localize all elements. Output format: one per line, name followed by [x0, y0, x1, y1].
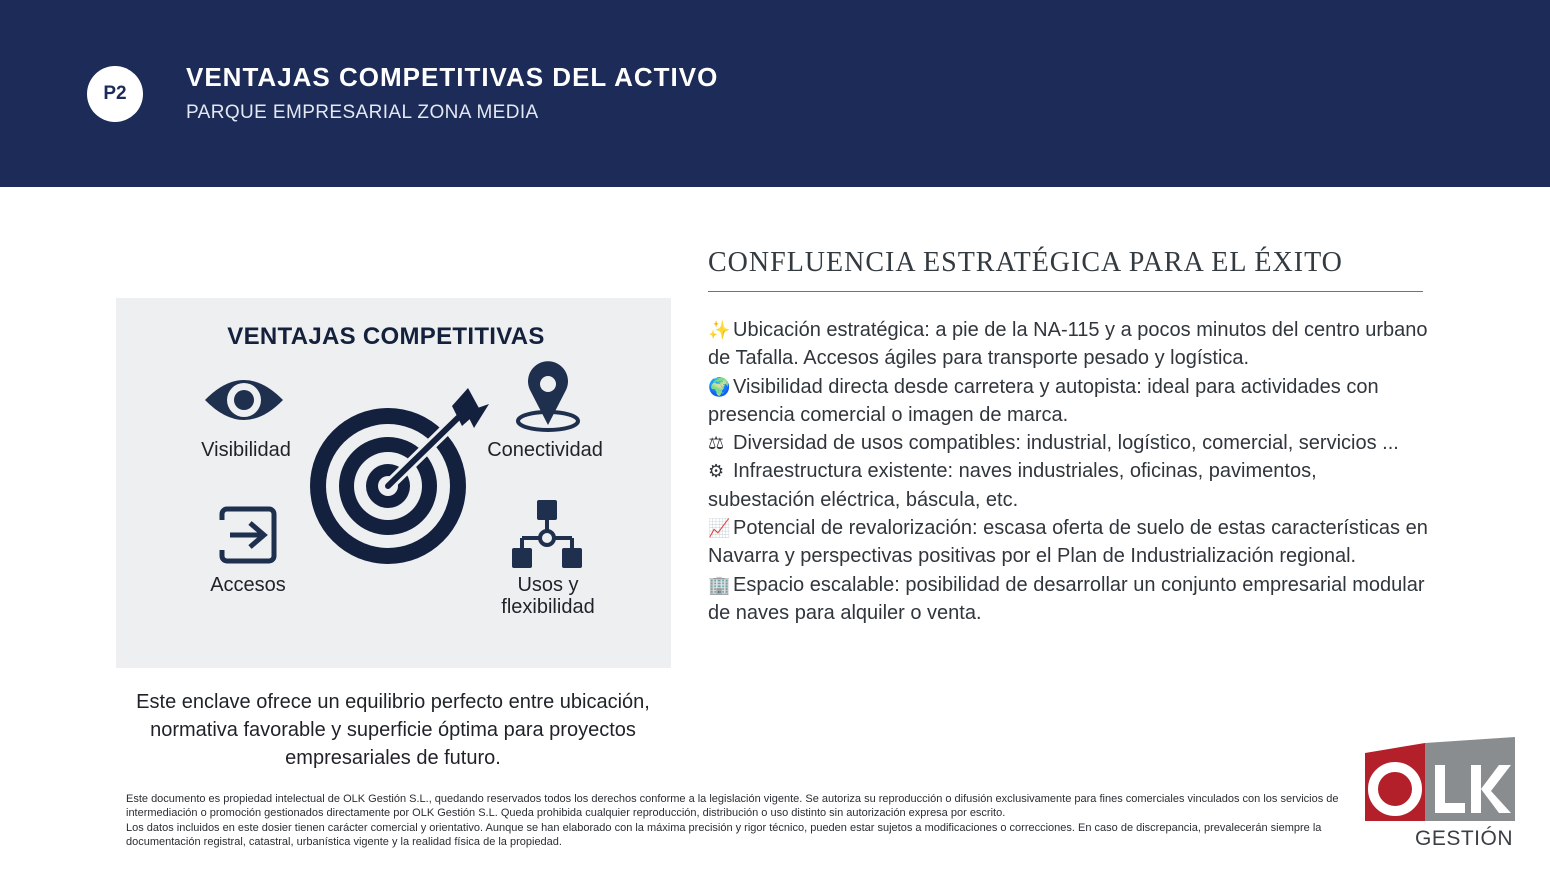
- title-divider: [708, 291, 1423, 292]
- disclaimer-paragraph: Este documento es propiedad intelectual de OLK Gestión S.L., quedando reservados todos los derechos conforme a la legislación vigente. Se autoriza su reproducción o difusión exclusivamente para fines comerciales vinculados con los servicios de intermediación o promoción gestionados directamente por OLK Gestión S.L. Queda prohibida cualquier reproducción, distribución o uso distinto sin autorización expresa por escrito.: [126, 793, 1339, 820]
- page-title: VENTAJAS COMPETITIVAS DEL ACTIVO: [186, 62, 719, 92]
- list-item-text: Potencial de revalorización: escasa oferta de suelo de estas características en Navarra y perspectivas positivas por el Plan de Industrialización regional.: [708, 517, 1428, 568]
- list-item-text: Diversidad de usos compatibles: industrial, logístico, comercial, servicios ...: [733, 432, 1399, 455]
- infographic-caption: Este enclave ofrece un equilibrio perfecto entre ubicación, normativa favorable y superficie óptima para proyectos empresariales de futuro.: [136, 691, 650, 769]
- advantages-infographic: [116, 298, 671, 668]
- label-accesos: Accesos: [210, 574, 286, 596]
- office-building-icon: 🏢: [708, 574, 731, 595]
- label-visibilidad: Visibilidad: [201, 439, 291, 461]
- list-item-text: Espacio escalable: posibilidad de desarrollar un conjunto empresarial modular de naves para alquiler o venta.: [708, 573, 1425, 624]
- infographic-title: VENTAJAS COMPETITIVAS: [227, 323, 545, 350]
- list-item: [708, 429, 1428, 457]
- olk-gestion-logo: [1365, 737, 1515, 855]
- list-item-text: Ubicación estratégica: a pie de la NA-115 y a pocos minutos del centro urbano de Tafalla. Accesos ágiles para transporte pesado y logística.: [708, 319, 1428, 370]
- header-banner: [0, 0, 1550, 187]
- page-subtitle: PARQUE EMPRESARIAL ZONA MEDIA: [186, 102, 539, 123]
- chart-increasing-icon: 📈: [708, 518, 731, 539]
- list-item: [708, 514, 1428, 571]
- logo-tagline: GESTIÓN: [1414, 827, 1513, 850]
- network-hierarchy-icon: [512, 500, 582, 568]
- legal-disclaimer: [126, 792, 1356, 850]
- list-item: [708, 316, 1428, 373]
- label-flexibilidad: flexibilidad: [501, 596, 595, 618]
- location-pin-icon: [518, 361, 578, 430]
- olk-logo-mark: [1365, 737, 1515, 827]
- list-item: [708, 373, 1428, 430]
- list-item-text: Infraestructura existente: naves industriales, oficinas, pavimentos, subestación eléctrica, báscula, etc.: [708, 460, 1317, 511]
- disclaimer-paragraph: Los datos incluidos en este dosier tienen carácter comercial y orientativo. Aunque se han elaborado con la máxima precisión y rigor técnico, pueden estar sujetos a modificaciones o correcciones. En caso de discrepancia, prevalecerán siempre la documentación registral, catastral, urbanística vigente y la realidad física de la propiedad.: [126, 821, 1322, 849]
- gear-icon: ⚙: [708, 461, 725, 482]
- globe-icon: 🌍: [708, 376, 731, 397]
- balance-scale-icon: ⚖: [708, 433, 725, 454]
- sparkles-icon: ✨: [708, 320, 731, 340]
- list-item: [708, 571, 1428, 628]
- label-usos: Usos y: [517, 574, 579, 596]
- section-title: CONFLUENCIA ESTRATÉGICA PARA EL ÉXITO: [708, 247, 1343, 278]
- advantages-list: [708, 316, 1428, 627]
- arrow-right-box-icon: [218, 509, 274, 561]
- list-item: [708, 457, 1428, 514]
- label-conectividad: Conectividad: [487, 439, 603, 461]
- list-item-text: Visibilidad directa desde carretera y autopista: ideal para actividades con presencia comercial o imagen de marca.: [708, 375, 1379, 426]
- eye-icon: [205, 380, 283, 420]
- page-number-badge: P2: [87, 66, 143, 122]
- target-dart-icon: [310, 388, 489, 564]
